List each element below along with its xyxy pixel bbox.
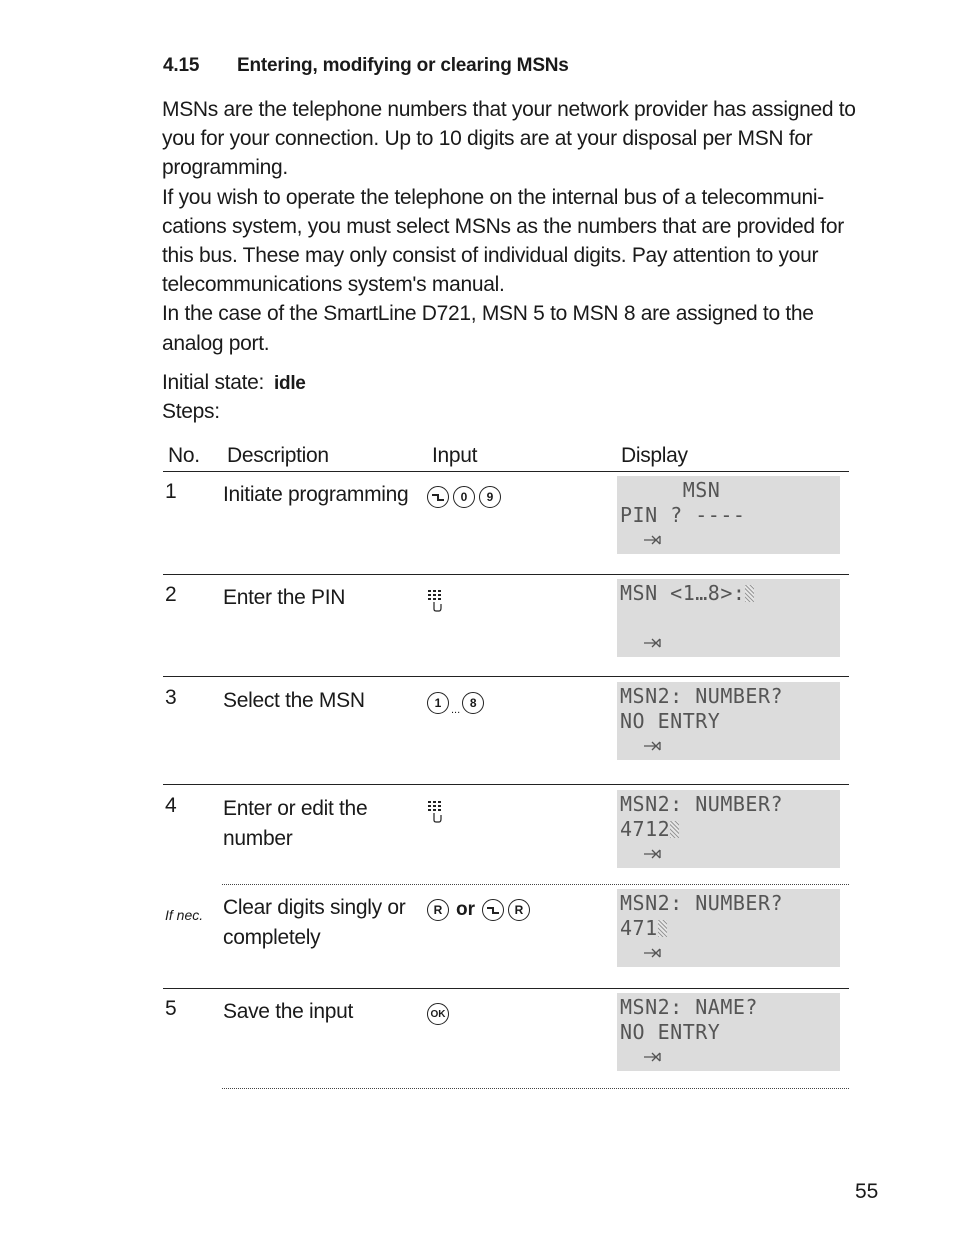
display-line-1: MSN2: NUMBER? xyxy=(620,792,784,816)
initial-state xyxy=(162,371,306,395)
digit-key: 9 xyxy=(479,486,501,508)
keypad-icon xyxy=(427,588,443,612)
step-description: Clear digits singly or completely xyxy=(223,896,406,949)
range-dots: ... xyxy=(451,704,461,716)
lcd-display xyxy=(617,476,840,554)
cursor-icon xyxy=(658,920,667,937)
col-header-no: No. xyxy=(168,444,200,467)
display-line-2: NO ENTRY xyxy=(620,709,721,733)
display-line-2 xyxy=(620,817,679,841)
handset-key-icon xyxy=(482,899,504,921)
step-number: 3 xyxy=(165,686,177,709)
col-header-input: Input xyxy=(432,444,478,467)
step-number: 1 xyxy=(165,480,177,503)
r-key: R xyxy=(427,899,449,921)
step-number: 2 xyxy=(165,583,177,606)
display-line-1: MSN2: NUMBER? xyxy=(620,891,784,915)
cursor-icon xyxy=(745,585,754,602)
step-rule xyxy=(163,784,849,785)
enter-arrow-icon xyxy=(643,531,663,549)
r-key: R xyxy=(508,899,530,921)
step-description: Save the input xyxy=(223,1000,354,1023)
enter-arrow-icon xyxy=(643,845,663,863)
step-rule-dotted xyxy=(222,1088,849,1089)
lcd-display xyxy=(617,579,840,657)
enter-arrow-icon xyxy=(643,1048,663,1066)
header-rule xyxy=(163,471,849,472)
ok-key: OK xyxy=(427,1003,449,1025)
display-text: 471 xyxy=(620,916,658,940)
lcd-display xyxy=(617,993,840,1071)
step-description: Enter or edit the number xyxy=(223,797,368,850)
step-rule xyxy=(163,988,849,989)
intro-paragraph: MSNs are the telephone numbers that your network provider has assigned to you for your connection. Up to 10 digits are at your disposal per MSN for programming. xyxy=(162,98,856,180)
handset-key-icon xyxy=(427,486,449,508)
display-line-2: NO ENTRY xyxy=(620,1020,721,1044)
step-rule xyxy=(163,676,849,677)
cursor-icon xyxy=(670,821,679,838)
enter-arrow-icon xyxy=(643,944,663,962)
intro-paragraph: In the case of the SmartLine D721, MSN 5 to MSN 8 are assigned to the analog port. xyxy=(162,302,814,355)
col-header-description: Description xyxy=(227,444,329,467)
lcd-display xyxy=(617,682,840,760)
page-number: 55 xyxy=(855,1180,879,1203)
section-heading xyxy=(163,55,569,77)
display-line-2 xyxy=(620,916,667,940)
step-number: 4 xyxy=(165,794,177,817)
step-input xyxy=(427,484,501,510)
or-label: or xyxy=(456,899,475,920)
step-description: Initiate programming xyxy=(223,483,409,506)
step-input xyxy=(427,897,530,923)
display-line-1: MSN2: NUMBER? xyxy=(620,684,784,708)
section-number: 4.15 xyxy=(163,55,200,76)
steps-label: Steps: xyxy=(162,400,220,423)
step-input xyxy=(427,798,443,824)
step-description: Select the MSN xyxy=(223,689,365,712)
digit-key: 1 xyxy=(427,692,449,714)
digit-key: 0 xyxy=(453,486,475,508)
step-number: 5 xyxy=(165,997,177,1020)
display-line-1 xyxy=(620,581,754,605)
keypad-icon xyxy=(427,799,443,823)
step-input xyxy=(427,690,484,716)
step-input xyxy=(427,1001,449,1027)
enter-arrow-icon xyxy=(643,737,663,755)
intro-paragraph: If you wish to operate the telephone on the internal bus of a telecommuni-cations system, you must select MSNs as the numbers that are provided for this bus. These may only consist of individual digits. Pay attention to your telecommunications system's manual. xyxy=(162,185,844,297)
lcd-display xyxy=(617,889,840,967)
step-description: Enter the PIN xyxy=(223,586,346,609)
lcd-display xyxy=(617,790,840,868)
initial-state-value: idle xyxy=(274,373,306,394)
display-line-1: MSN xyxy=(620,478,721,502)
section-title: Entering, modifying or clearing MSNs xyxy=(237,55,569,76)
display-text: MSN <1…8>: xyxy=(620,581,746,605)
intro-text xyxy=(162,95,862,358)
col-header-display: Display xyxy=(621,444,688,467)
display-line-1: MSN2: NAME? xyxy=(620,995,758,1019)
enter-arrow-icon xyxy=(643,634,663,652)
step-number: If nec. xyxy=(165,907,204,923)
display-text: 4712 xyxy=(620,817,671,841)
step-input xyxy=(427,587,443,613)
step-rule xyxy=(163,574,849,575)
display-line-2: PIN ? ---- xyxy=(620,503,746,527)
initial-state-label: Initial state: xyxy=(162,371,265,394)
step-rule-dotted xyxy=(222,884,849,885)
digit-key: 8 xyxy=(462,692,484,714)
